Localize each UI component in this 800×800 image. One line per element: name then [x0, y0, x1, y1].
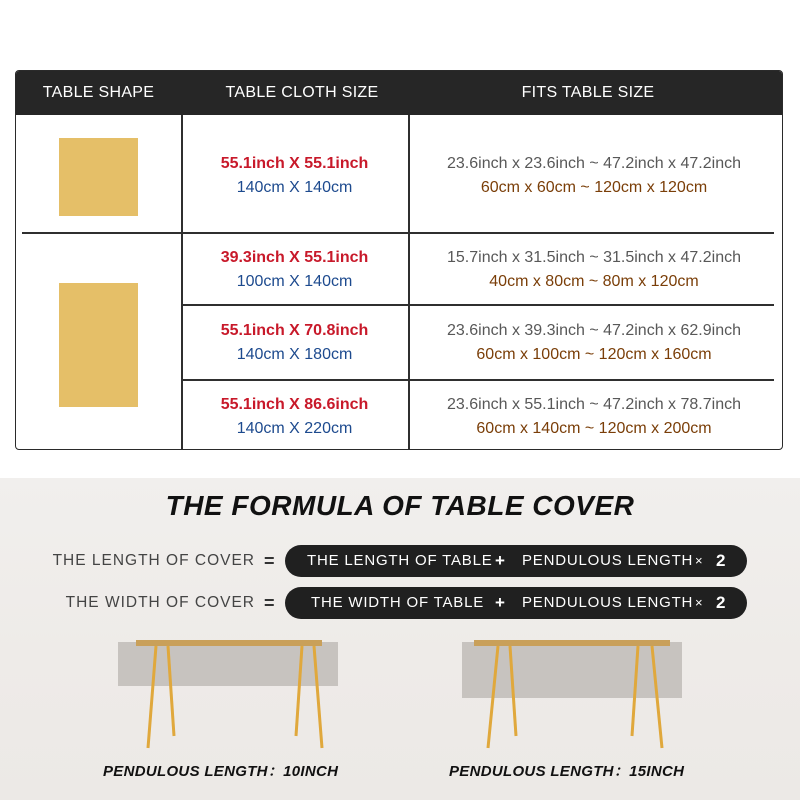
- formula-title: THE FORMULA OF TABLE COVER: [165, 490, 635, 521]
- header-cloth-size: TABLE CLOTH SIZE: [225, 84, 379, 101]
- tabletop: [474, 640, 670, 646]
- width-formula-pill: [285, 587, 747, 619]
- fits-size-cm: 60cm x 60cm ~ 120cm x 120cm: [480, 179, 708, 196]
- cloth-size-cell: [181, 393, 408, 441]
- cloth-size-inch: 39.3inch X 55.1inch: [220, 249, 369, 266]
- cloth-size-cm: 100cm X 140cm: [236, 273, 353, 290]
- caption-separator: ：: [267, 763, 284, 780]
- times-sign: ×: [695, 595, 704, 610]
- table-with-short-cover-illustration: [118, 636, 338, 752]
- caption-separator: ：: [613, 763, 630, 780]
- fits-size-inch: 15.7inch x 31.5inch ~ 31.5inch x 47.2inch: [447, 249, 741, 266]
- fits-size-cm: 60cm x 140cm ~ 120cm x 200cm: [476, 420, 712, 437]
- formula-factor: 2: [716, 551, 727, 570]
- formula-factor: 2: [716, 593, 727, 612]
- table-with-long-cover-illustration: [462, 636, 682, 752]
- fits-size-inch: 23.6inch x 23.6inch ~ 47.2inch x 47.2inch: [447, 155, 741, 172]
- caption-label: PENDULOUS LENGTH: [449, 763, 614, 780]
- fits-size-cm: 60cm x 100cm ~ 120cm x 160cm: [476, 346, 712, 363]
- pendulous-length-caption-10inch: [103, 760, 338, 781]
- times-sign: ×: [695, 553, 704, 568]
- row-divider: [181, 379, 774, 381]
- equals-sign: =: [264, 551, 275, 571]
- caption-value: 10INCH: [283, 763, 339, 780]
- header-fits-size: FITS TABLE SIZE: [521, 84, 655, 101]
- cloth-size-inch: 55.1inch X 70.8inch: [220, 322, 369, 339]
- size-table: [15, 70, 783, 450]
- fits-size-inch: 23.6inch x 39.3inch ~ 47.2inch x 62.9inch: [447, 322, 741, 339]
- tabletop: [136, 640, 322, 646]
- fits-size-cell: [408, 246, 780, 294]
- rectangle-table-swatch: [59, 283, 138, 407]
- fits-size-cell: [408, 319, 780, 367]
- table-header: [16, 71, 782, 115]
- cloth-size-inch: 55.1inch X 86.6inch: [220, 396, 369, 413]
- plus-sign: +: [495, 551, 506, 570]
- plus-sign: +: [495, 593, 506, 612]
- row-divider: [181, 304, 774, 306]
- cloth-size-cm: 140cm X 140cm: [236, 179, 353, 196]
- fits-size-inch: 23.6inch x 55.1inch ~ 47.2inch x 78.7inch: [447, 396, 741, 413]
- row-divider: [22, 232, 774, 234]
- cloth-size-cell: [181, 319, 408, 367]
- fits-size-cell: [408, 393, 780, 441]
- formula-term-table-length: THE LENGTH OF TABLE: [307, 552, 493, 569]
- formula-term-table-width: THE WIDTH OF TABLE: [311, 594, 485, 611]
- square-table-swatch: [59, 138, 138, 216]
- formula-term-pendulous: PENDULOUS LENGTH: [522, 552, 694, 569]
- equals-sign: =: [264, 593, 275, 613]
- cloth-size-cm: 140cm X 220cm: [236, 420, 353, 437]
- caption-label: PENDULOUS LENGTH: [103, 763, 268, 780]
- formula-term-pendulous: PENDULOUS LENGTH: [522, 594, 694, 611]
- cloth-size-inch: 55.1inch X 55.1inch: [220, 155, 369, 172]
- cover-drape: [118, 642, 338, 686]
- cloth-size-cm: 140cm X 180cm: [236, 346, 353, 363]
- pendulous-length-caption-15inch: [449, 760, 684, 781]
- caption-value: 15INCH: [629, 763, 685, 780]
- header-table-shape: TABLE SHAPE: [42, 84, 155, 101]
- fits-size-cell: [408, 152, 780, 200]
- cloth-size-cell: [181, 246, 408, 294]
- width-of-cover-label: THE WIDTH OF COVER: [65, 594, 255, 611]
- length-of-cover-label: THE LENGTH OF COVER: [52, 552, 255, 569]
- length-formula-pill: [285, 545, 747, 577]
- cloth-size-cell: [181, 152, 408, 200]
- fits-size-cm: 40cm x 80cm ~ 80m x 120cm: [489, 273, 699, 290]
